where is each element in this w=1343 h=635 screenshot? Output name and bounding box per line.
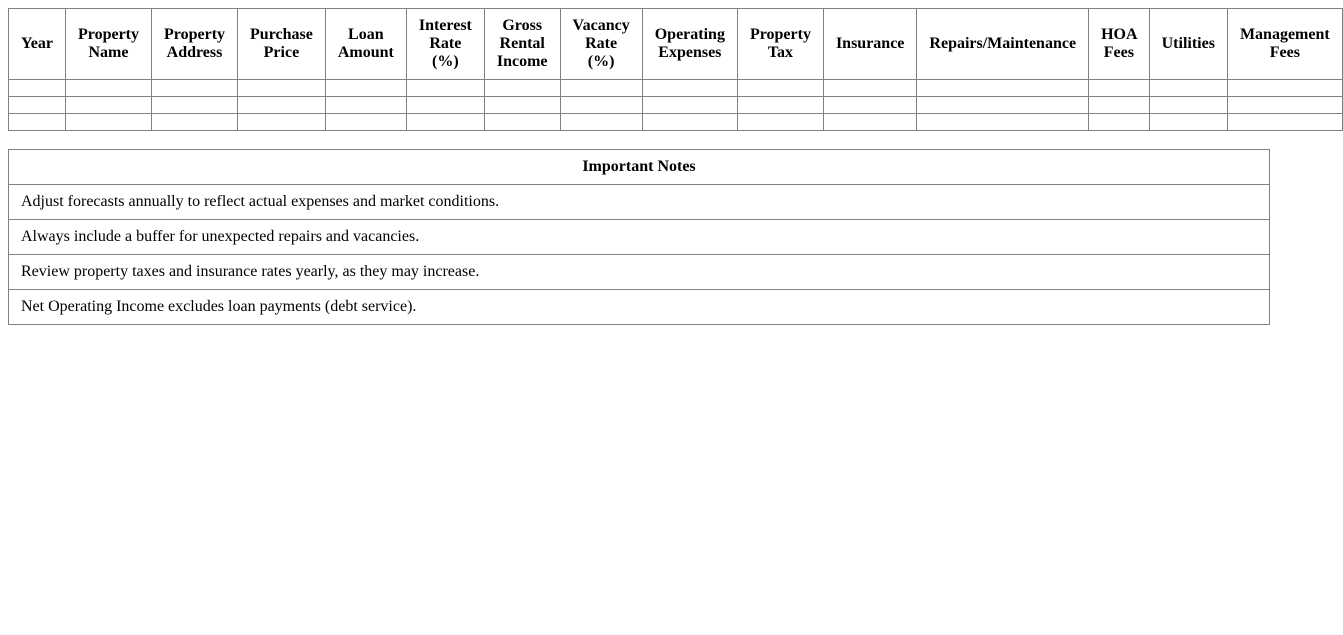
note-text: Review property taxes and insurance rates yearly, as they may increase. [9,255,1270,290]
table-cell[interactable] [9,97,66,114]
notes-header-row [9,150,1270,185]
note-text: Net Operating Income excludes loan payments (debt service). [9,290,1270,325]
table-cell[interactable] [823,114,916,131]
note-text: Adjust forecasts annually to reflect actual expenses and market conditions. [9,185,1270,220]
column-header: Purchase Price [238,9,326,80]
table-cell[interactable] [1089,80,1150,97]
table-cell[interactable] [152,97,238,114]
table-cell[interactable] [642,80,737,97]
column-header: Utilities [1149,9,1227,80]
column-header: Property Tax [737,9,823,80]
note-row [9,185,1270,220]
table-cell[interactable] [737,97,823,114]
note-row [9,220,1270,255]
table-cell[interactable] [484,114,560,131]
column-header: Gross Rental Income [484,9,560,80]
table-body [9,80,1343,131]
note-row [9,255,1270,290]
table-cell[interactable] [1149,114,1227,131]
column-header: Management Fees [1227,9,1342,80]
notes-title: Important Notes [9,150,1270,185]
table-cell[interactable] [1227,114,1342,131]
table-cell[interactable] [1149,97,1227,114]
table-cell[interactable] [65,114,151,131]
table-cell[interactable] [560,114,642,131]
table-cell[interactable] [642,97,737,114]
column-header: Property Address [152,9,238,80]
column-header: Insurance [823,9,916,80]
table-cell[interactable] [1227,80,1342,97]
table-row [9,97,1343,114]
column-header: Interest Rate (%) [406,9,484,80]
table-cell[interactable] [1149,80,1227,97]
table-cell[interactable] [484,97,560,114]
table-cell[interactable] [737,80,823,97]
table-cell[interactable] [406,114,484,131]
important-notes-table [8,149,1270,325]
table-cell[interactable] [238,80,326,97]
table-cell[interactable] [1227,97,1342,114]
column-header: HOA Fees [1089,9,1150,80]
table-cell[interactable] [238,114,326,131]
table-cell[interactable] [1089,114,1150,131]
table-cell[interactable] [823,97,916,114]
table-cell[interactable] [65,80,151,97]
table-row [9,114,1343,131]
column-header: Year [9,9,66,80]
column-header: Operating Expenses [642,9,737,80]
table-cell[interactable] [560,97,642,114]
column-header: Vacancy Rate (%) [560,9,642,80]
table-cell[interactable] [1089,97,1150,114]
table-cell[interactable] [9,114,66,131]
note-row [9,290,1270,325]
note-text: Always include a buffer for unexpected repairs and vacancies. [9,220,1270,255]
table-cell[interactable] [325,114,406,131]
table-cell[interactable] [917,80,1089,97]
table-cell[interactable] [642,114,737,131]
column-header: Repairs/Maintenance [917,9,1089,80]
table-cell[interactable] [737,114,823,131]
table-cell[interactable] [917,114,1089,131]
column-header: Property Name [65,9,151,80]
table-cell[interactable] [152,80,238,97]
table-cell[interactable] [65,97,151,114]
table-cell[interactable] [406,97,484,114]
table-cell[interactable] [152,114,238,131]
table-row [9,80,1343,97]
table-cell[interactable] [823,80,916,97]
table-cell[interactable] [484,80,560,97]
table-cell[interactable] [9,80,66,97]
column-header: Loan Amount [325,9,406,80]
table-cell[interactable] [917,97,1089,114]
forecast-table [8,8,1343,131]
table-cell[interactable] [325,97,406,114]
table-cell[interactable] [406,80,484,97]
table-header-row [9,9,1343,80]
table-cell[interactable] [325,80,406,97]
table-cell[interactable] [238,97,326,114]
table-cell[interactable] [560,80,642,97]
